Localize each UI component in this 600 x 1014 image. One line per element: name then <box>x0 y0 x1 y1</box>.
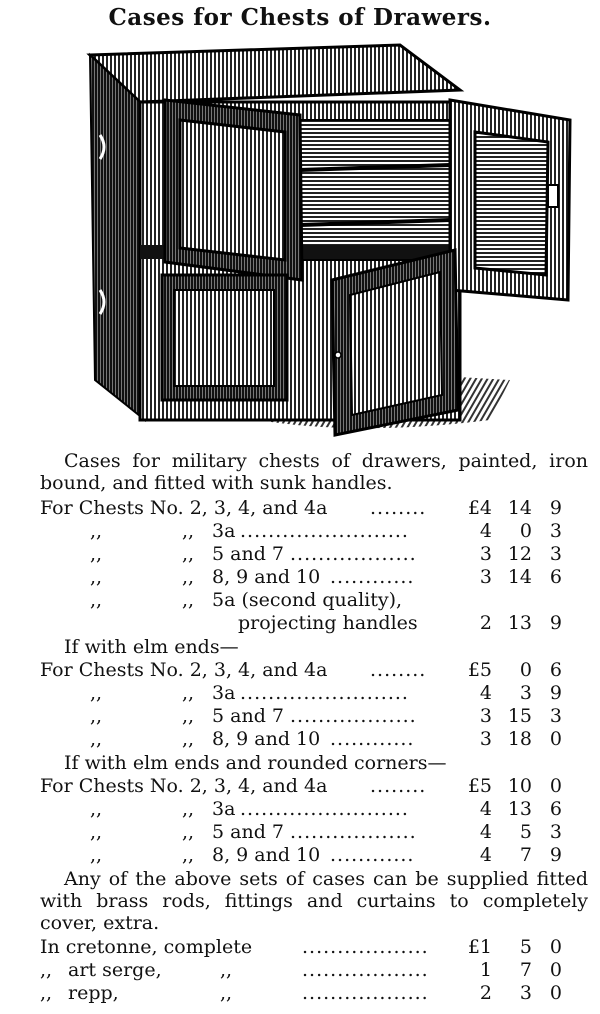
chest-cases-illustration <box>70 40 580 440</box>
price-shillings: 14 <box>507 497 532 519</box>
row-label: 5a (second quality), <box>212 589 403 611</box>
row-label: projecting handles <box>238 612 418 634</box>
price-row: For Chests No. 2, 3, 4, and 4a ........ £5 10 0 <box>40 775 562 797</box>
row-label: For Chests No. 2, 3, 4, and 4a <box>40 497 328 519</box>
price-row: ,, ,, 5 and 7 .................. 3 15 3 <box>90 705 562 727</box>
price-row: ,, ,, 8, 9 and 10 ............ 4 7 9 <box>90 844 562 866</box>
price-row: ,, repp, ,, .................. 2 3 0 <box>40 982 562 1004</box>
page-title: Cases for Chests of Drawers. <box>108 4 492 31</box>
curtains-note: Any of the above sets of cases can be supplied fitted with brass rods, fittings and curtains to completely cover, extra. <box>40 868 588 934</box>
row-label: 8, 9 and 10 <box>212 566 321 588</box>
price-row: For Chests No. 2, 3, 4, and 4a ........ £4 14 9 <box>40 497 562 519</box>
section-heading: If with elm ends and rounded corners— <box>64 752 447 774</box>
price-row: ,, ,, 5 and 7 .................. 3 12 3 <box>90 543 562 565</box>
row-label: 5 and 7 <box>212 543 284 565</box>
price-row: ,, ,, 8, 9 and 10 ............ 3 14 6 <box>90 566 562 588</box>
section-heading: If with elm ends— <box>64 636 239 658</box>
price-row: ,, ,, 5 and 7 .................. 4 5 3 <box>90 821 562 843</box>
price-pence: 9 <box>549 497 562 519</box>
price-row: projecting handles 2 13 9 <box>238 612 562 634</box>
price-row: ,, ,, 3a ........................ 4 0 3 <box>90 520 562 542</box>
price-row: ,, ,, 3a ........................ 4 13 6 <box>90 798 562 820</box>
price-row: ,, ,, 5a (second quality), <box>90 589 403 611</box>
price-row: For Chests No. 2, 3, 4, and 4a ........ £5 0 6 <box>40 659 562 681</box>
intro-paragraph: Cases for military chests of drawers, painted, iron bound, and fitted with sunk handles. <box>40 450 588 494</box>
price-row: ,, ,, 8, 9 and 10 ............ 3 18 0 <box>90 728 562 750</box>
price-pounds: £4 <box>467 497 492 519</box>
price-row: ,, ,, 3a ........................ 4 3 9 <box>90 682 562 704</box>
price-row: In cretonne, complete .................. £1 5 0 <box>40 936 562 958</box>
price-row: ,, art serge, ,, .................. 1 7 0 <box>40 959 562 981</box>
row-label: 3a <box>212 520 236 542</box>
